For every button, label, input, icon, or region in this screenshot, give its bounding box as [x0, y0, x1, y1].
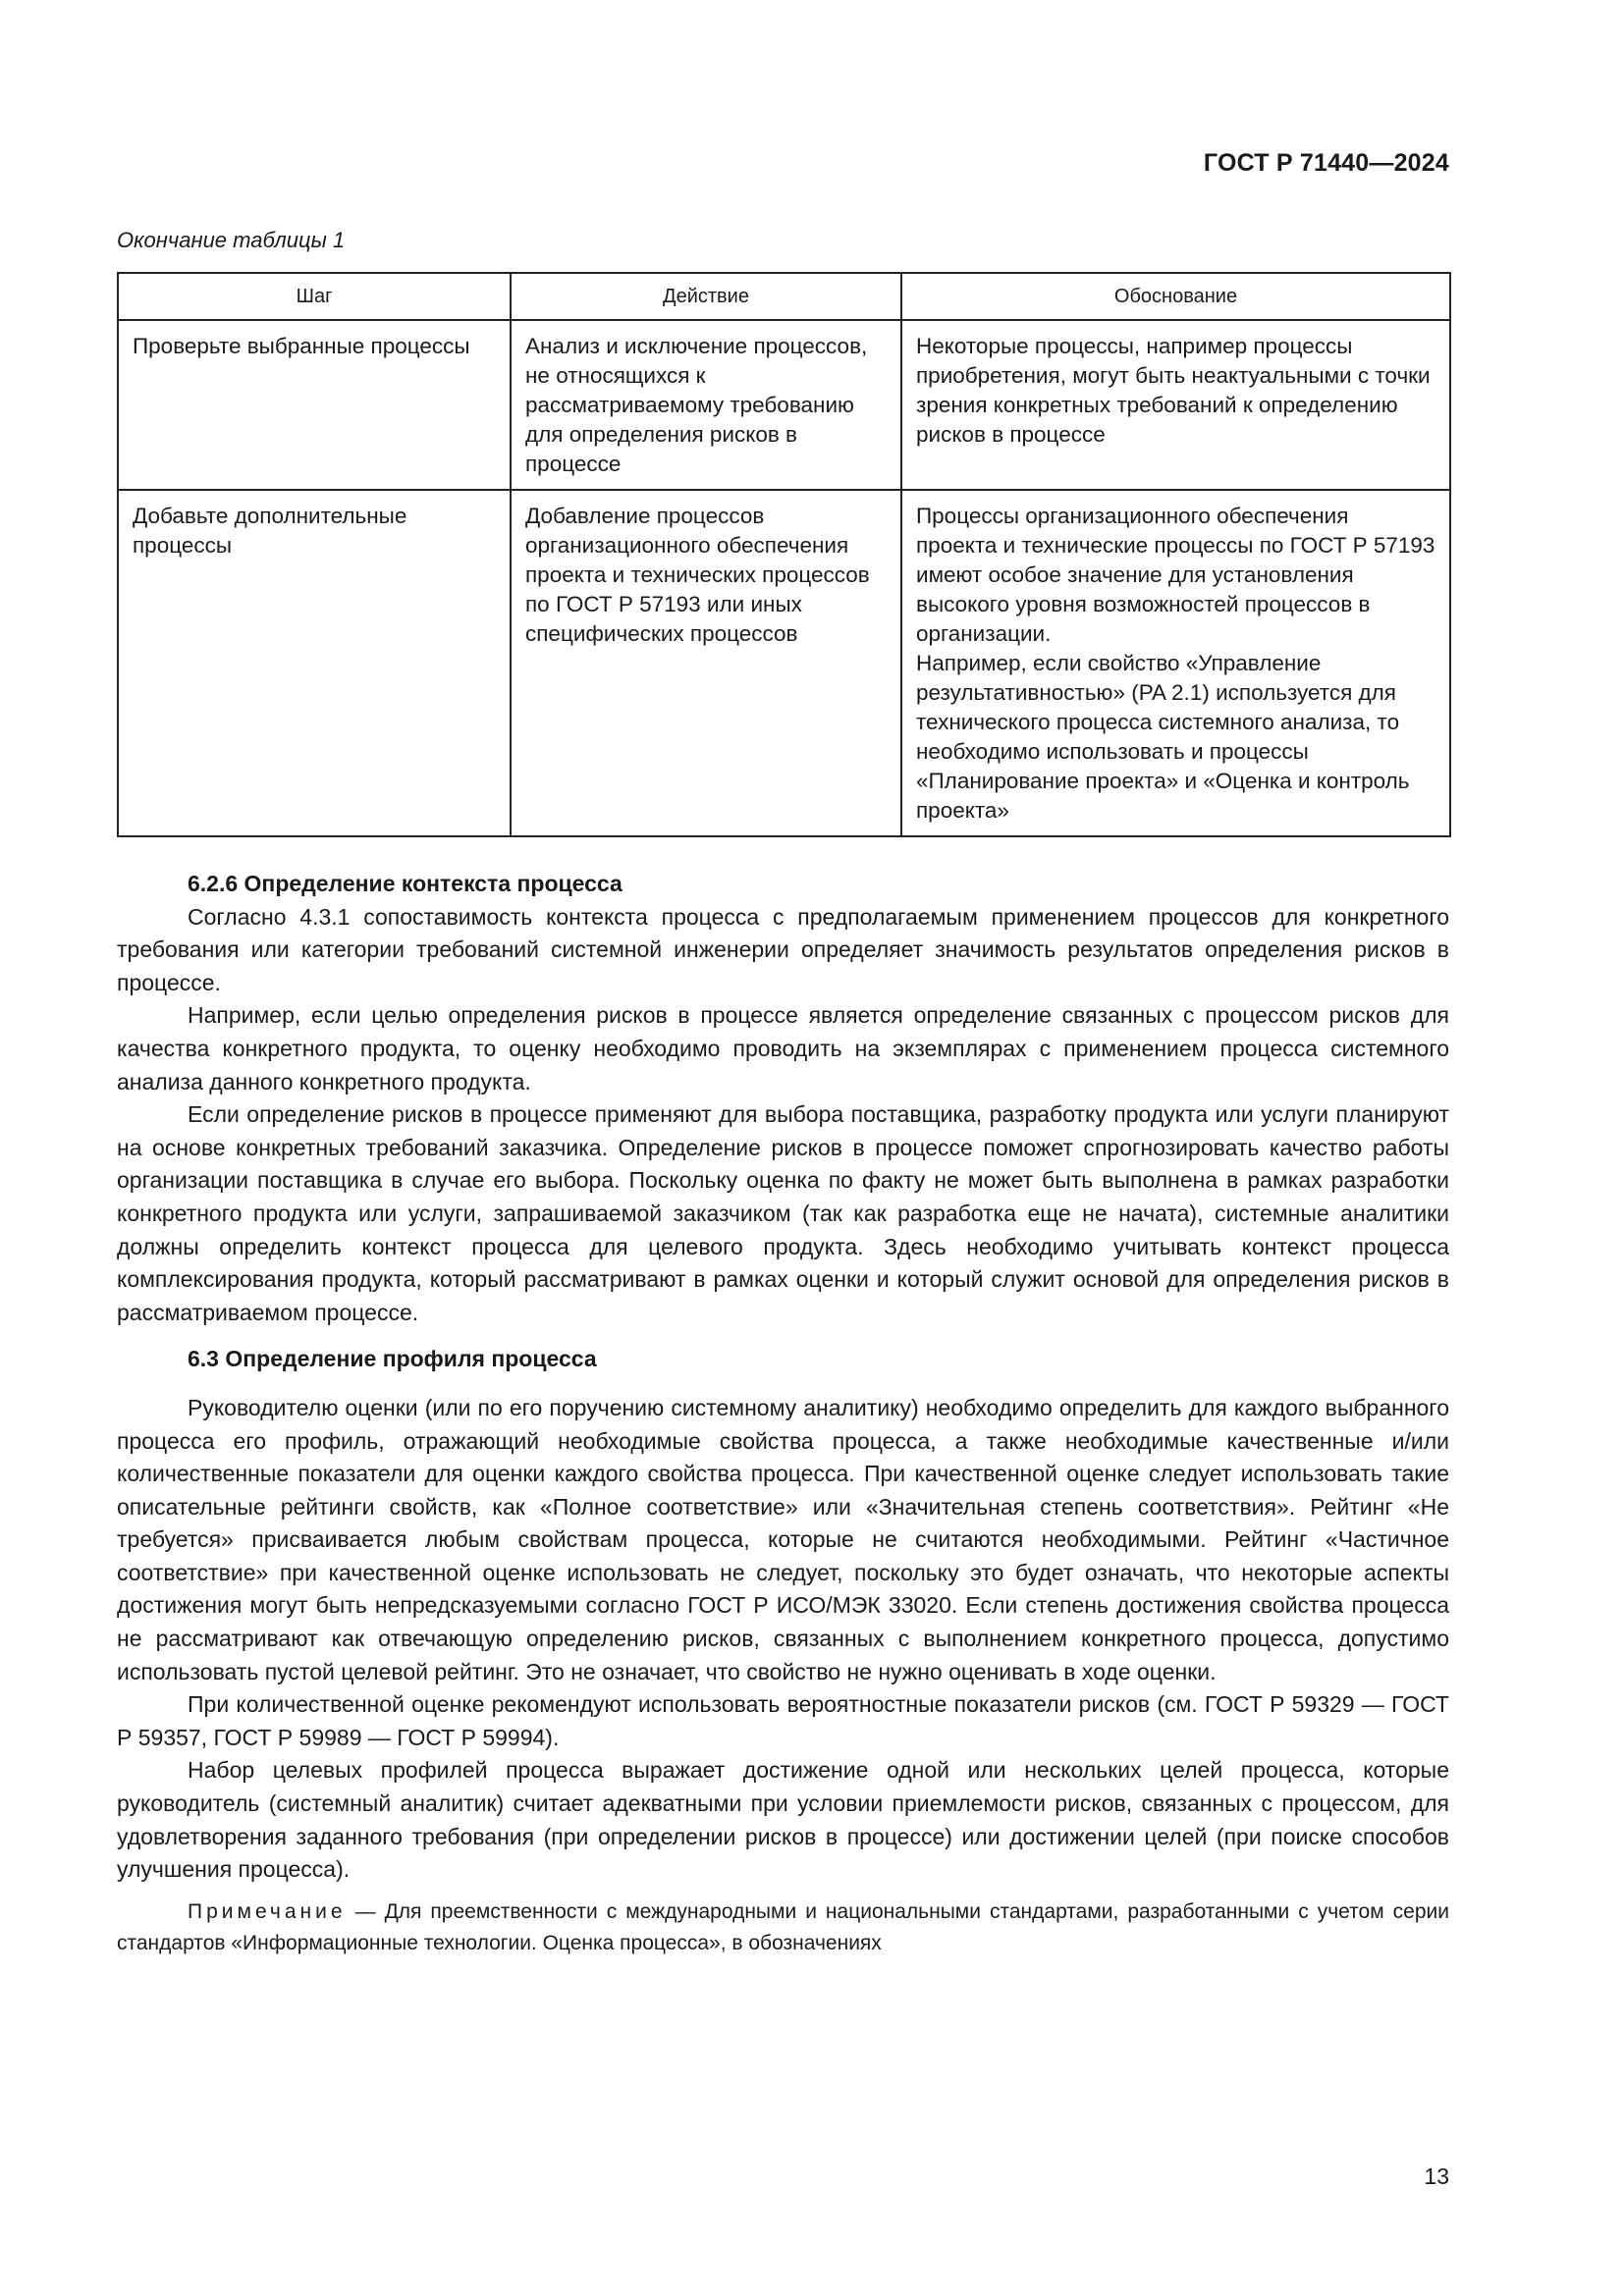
note-text: — Для преемственности с международными и национальными стандартами, разработанными с учетом серии стандартов «Информационные технологии. Оценка процесса», в обозначениях	[117, 1899, 1449, 1954]
column-header-action: Действие	[511, 273, 901, 320]
cell-justification: Некоторые процессы, например процессы приобретения, могут быть неактуальными с точки зрения конкретных требований к определению рисков в процессе	[901, 320, 1450, 490]
column-header-step: Шаг	[118, 273, 511, 320]
table-header-row	[118, 273, 1450, 320]
cell-step: Добавьте дополнительные процессы	[118, 490, 511, 836]
note	[117, 1896, 1449, 1959]
steps-table	[117, 272, 1451, 837]
column-header-justification: Обоснование	[901, 273, 1450, 320]
table-row	[118, 490, 1450, 836]
justification-example: Например, если свойство «Управление результативностью» (PA 2.1) используется для технического процесса системного анализа, то необходимо использовать и процессы «Планирование проекта» и «Оценка и контроль проекта»	[916, 651, 1410, 823]
cell-action: Добавление процессов организационного обеспечения проекта и технических процессов по ГОСТ Р 57193 или иных специфических процессов	[511, 490, 901, 836]
page-number: 13	[1424, 2163, 1449, 2189]
cell-step: Проверьте выбранные процессы	[118, 320, 511, 490]
paragraph: Если определение рисков в процессе применяют для выбора поставщика, разработку продукта или услуги планируют на основе конкретных требований заказчика. Определение рисков в процессе поможет спрогнозировать качество работы организации поставщика в случае его выбора. Поскольку оценка по факту не может быть выполнена в рамках разработки конкретного продукта или услуги, запрашиваемой заказчиком (так как разработка еще не начата), системные аналитики должны определить контекст процесса для целевого продукта. Здесь необходимо учитывать контекст процесса комплексирования продукта, который рассматривают в рамках оценки и который служит основой для определения рисков в рассматриваемом процессе.	[117, 1101, 1449, 1325]
paragraph: Набор целевых профилей процесса выражает достижение одной или нескольких целей процесса, которые руководитель (системный аналитик) считает адекватными при условии приемлемости рисков, связанных с процессом, для удовлетворения заданного требования (при определении рисков в процессе) или достижении целей (при поиске способов улучшения процесса).	[117, 1757, 1449, 1883]
table-row	[118, 320, 1450, 490]
justification-text: Процессы организационного обеспечения проекта и технические процессы по ГОСТ Р 57193 имеют особое значение для установления высокого уровня возможностей процессов в организации.	[916, 504, 1435, 646]
paragraph: При количественной оценке рекомендуют использовать вероятностные показатели рисков (см. ГОСТ Р 59329 — ГОСТ Р 59357, ГОСТ Р 59989 — ГОСТ Р 59994).	[117, 1691, 1449, 1750]
paragraph: Руководителю оценки (или по его поручению системному аналитику) необходимо определить для каждого выбранного процесса его профиль, отражающий необходимые свойства процесса, а также необходимые качественные и/или количественные показатели для оценки каждого свойства процесса. При качественной оценке следует использовать такие описательные рейтинги свойств, как «Полное соответствие» или «Значительная степень соответствия». Рейтинг «Не требуется» присваивается любым свойствам процесса, которые не считаются необходимыми. Рейтинг «Частичное соответствие» при качественной оценке использовать не следует, поскольку это будет означать, что некоторые аспекты достижения могут быть непредсказуемыми согласно ГОСТ Р ИСО/МЭК 33020. Если степень достижения свойства процесса не рассматривают как отвечающую определению рисков, связанных с выполнением конкретного процесса, допустимо использовать пустой целевой рейтинг. Это не означает, что свойство не нужно оценивать в ходе оценки.	[117, 1394, 1449, 1684]
section-heading-6-2-6: 6.2.6 Определение контекста процесса	[188, 871, 623, 896]
cell-action: Анализ и исключение процессов, не относящихся к рассматриваемому требованию для определения рисков в процессе	[511, 320, 901, 490]
standard-id: ГОСТ Р 71440—2024	[1203, 149, 1449, 177]
paragraph: Согласно 4.3.1 сопоставимость контекста процесса с предполагаемым применением процессов для конкретного требования или категории требований системной инженерии определяет значимость результатов определения рисков в процессе.	[117, 903, 1449, 995]
table-caption: Окончание таблицы 1	[117, 228, 346, 252]
body-text	[117, 868, 1449, 1959]
note-label: Примечание	[188, 1899, 347, 1923]
paragraph: Например, если целью определения рисков в процессе является определение связанных с процессом рисков для качества конкретного продукта, то оценку необходимо проводить на экземплярах с применением процесса системного анализа данного конкретного продукта.	[117, 1002, 1449, 1095]
section-heading-6-3: 6.3 Определение профиля процесса	[188, 1346, 597, 1372]
cell-justification	[901, 490, 1450, 836]
